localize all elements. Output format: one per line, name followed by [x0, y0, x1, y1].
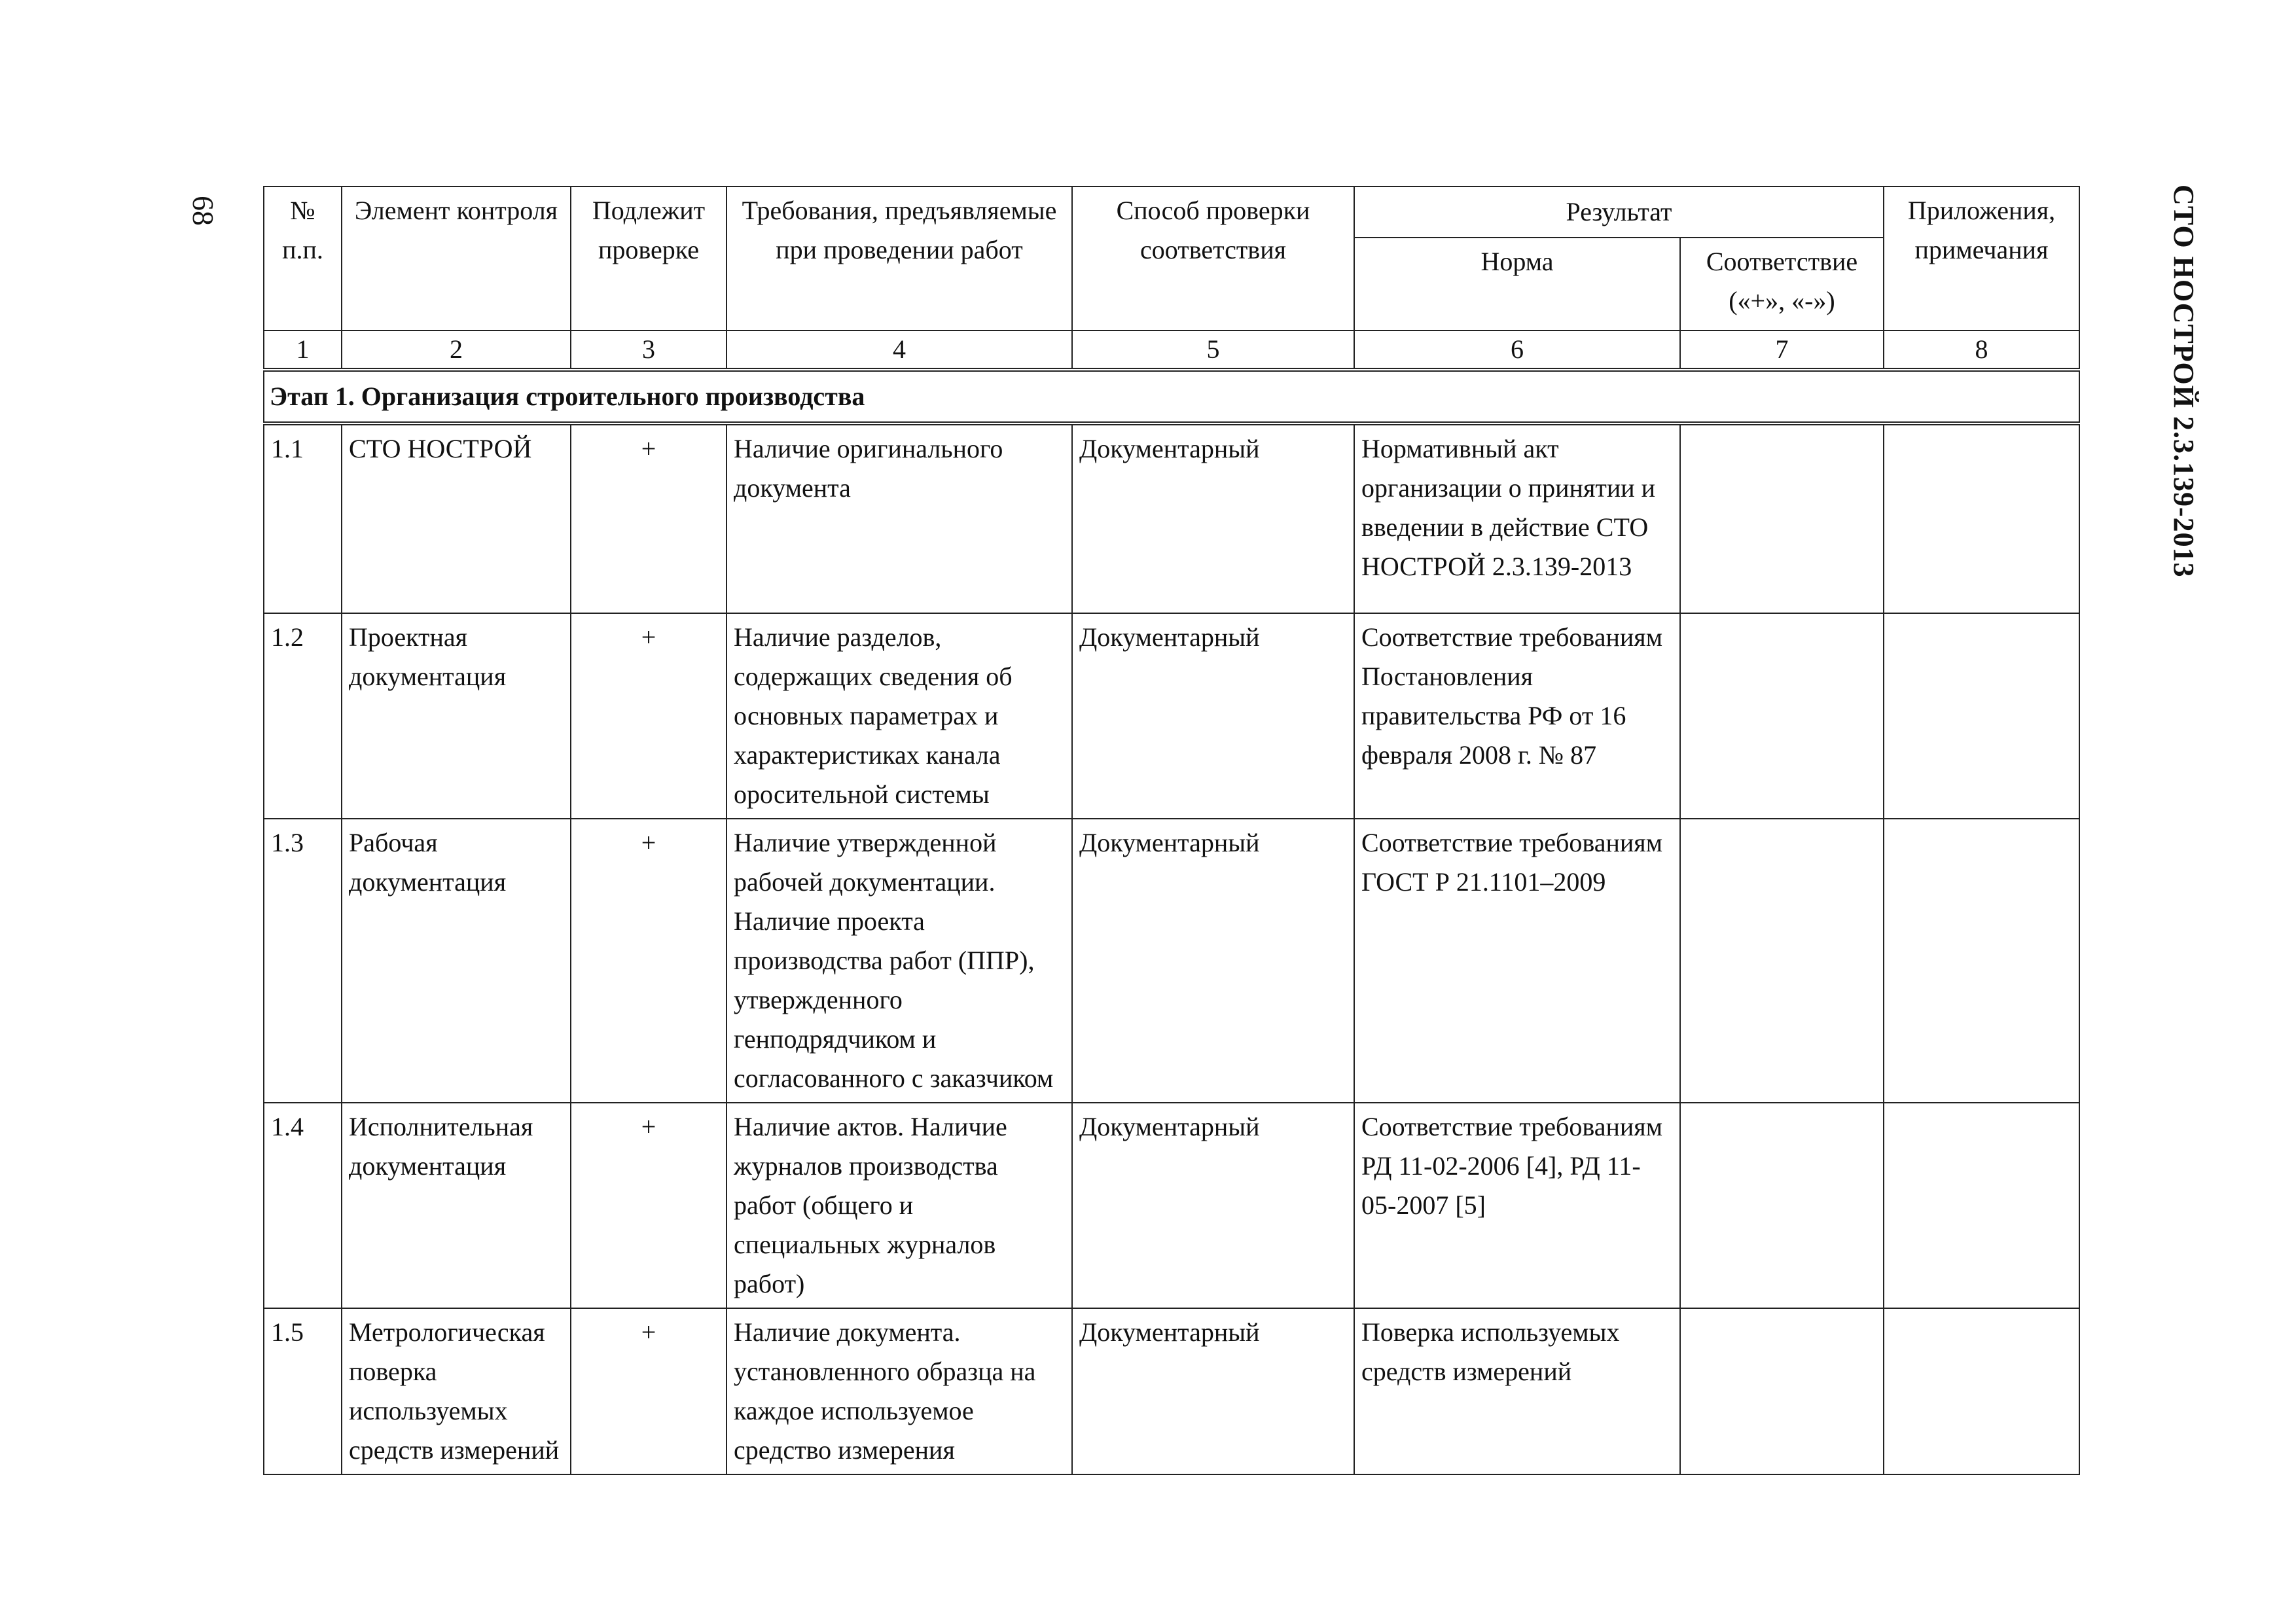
- column-number: 6: [1354, 330, 1680, 370]
- document-code: СТО НОСТРОЙ 2.3.139-2013: [2168, 185, 2200, 578]
- row-num: 1.2: [264, 613, 342, 819]
- header-conformity: Соответствие («+», «-»): [1680, 238, 1884, 330]
- header-norm: Норма: [1354, 238, 1680, 330]
- row-conformity: [1680, 1103, 1884, 1308]
- row-method: Документарный: [1072, 613, 1354, 819]
- row-method: Документарный: [1072, 423, 1354, 613]
- header-requirements: Требования, предъявляемые при проведении работ: [726, 187, 1072, 330]
- row-notes: [1884, 613, 2079, 819]
- row-num: 1.5: [264, 1308, 342, 1474]
- column-number: 5: [1072, 330, 1354, 370]
- inspection-table: [263, 186, 2080, 1475]
- row-num: 1.3: [264, 819, 342, 1103]
- row-check: +: [571, 423, 726, 613]
- table-row: [264, 819, 2079, 1103]
- header-check: Подлежит проверке: [571, 187, 726, 330]
- table-row: [264, 613, 2079, 819]
- row-notes: [1884, 423, 2079, 613]
- header-num: № п.п.: [264, 187, 342, 330]
- row-element: Исполнительная документация: [342, 1103, 571, 1308]
- row-requirement: Наличие документа. установленного образца на каждое используемое средство измерения: [726, 1308, 1072, 1474]
- row-check: +: [571, 1308, 726, 1474]
- column-number: 3: [571, 330, 726, 370]
- row-conformity: [1680, 423, 1884, 613]
- header-result: Результат: [1354, 187, 1884, 238]
- row-requirement: Наличие оригинального документа: [726, 423, 1072, 613]
- row-conformity: [1680, 819, 1884, 1103]
- row-element: Проектная документация: [342, 613, 571, 819]
- header-element: Элемент контроля: [342, 187, 571, 330]
- row-num: 1.1: [264, 423, 342, 613]
- table-row: [264, 1308, 2079, 1474]
- table-row: [264, 1103, 2079, 1308]
- row-conformity: [1680, 1308, 1884, 1474]
- table-row: [264, 423, 2079, 613]
- column-number: 7: [1680, 330, 1884, 370]
- row-method: Документарный: [1072, 1103, 1354, 1308]
- row-norm: Соответствие требованиям Постановления правительства РФ от 16 февраля 2008 г. № 87: [1354, 613, 1680, 819]
- header-row-top: [264, 187, 2079, 238]
- column-number: 1: [264, 330, 342, 370]
- row-num: 1.4: [264, 1103, 342, 1308]
- row-norm: Нормативный акт организации о принятии и введении в действие СТО НОСТРОЙ 2.3.139-2013: [1354, 423, 1680, 613]
- row-method: Документарный: [1072, 819, 1354, 1103]
- row-conformity: [1680, 613, 1884, 819]
- row-norm: Соответствие требованиям ГОСТ Р 21.1101–2009: [1354, 819, 1680, 1103]
- header-method: Способ проверки соответствия: [1072, 187, 1354, 330]
- row-norm: Поверка используемых средств измерений: [1354, 1308, 1680, 1474]
- row-element: Метрологическая поверка используемых средств измерений: [342, 1308, 571, 1474]
- column-number: 2: [342, 330, 571, 370]
- row-notes: [1884, 1308, 2079, 1474]
- stage-row: [264, 370, 2079, 423]
- column-number: 4: [726, 330, 1072, 370]
- column-number: 8: [1884, 330, 2079, 370]
- page-number: 68: [187, 196, 220, 226]
- row-requirement: Наличие утвержденной рабочей документации. Наличие проекта производства работ (ППР), утвержденного генподрядчиком и согласованного с заказчиком: [726, 819, 1072, 1103]
- row-method: Документарный: [1072, 1308, 1354, 1474]
- row-check: +: [571, 613, 726, 819]
- column-number-row: [264, 330, 2079, 370]
- row-notes: [1884, 1103, 2079, 1308]
- row-requirement: Наличие актов. Наличие журналов производства работ (общего и специальных журналов работ): [726, 1103, 1072, 1308]
- row-check: +: [571, 819, 726, 1103]
- stage-title: Этап 1. Организация строительного производства: [264, 370, 2079, 423]
- row-element: Рабочая документация: [342, 819, 571, 1103]
- row-notes: [1884, 819, 2079, 1103]
- row-check: +: [571, 1103, 726, 1308]
- header-notes: Приложения, примечания: [1884, 187, 2079, 330]
- row-requirement: Наличие разделов, содержащих сведения об основных параметрах и характеристиках канала оросительной системы: [726, 613, 1072, 819]
- row-element: СТО НОСТРОЙ: [342, 423, 571, 613]
- row-norm: Соответствие требованиям РД 11-02-2006 [4], РД 11-05-2007 [5]: [1354, 1103, 1680, 1308]
